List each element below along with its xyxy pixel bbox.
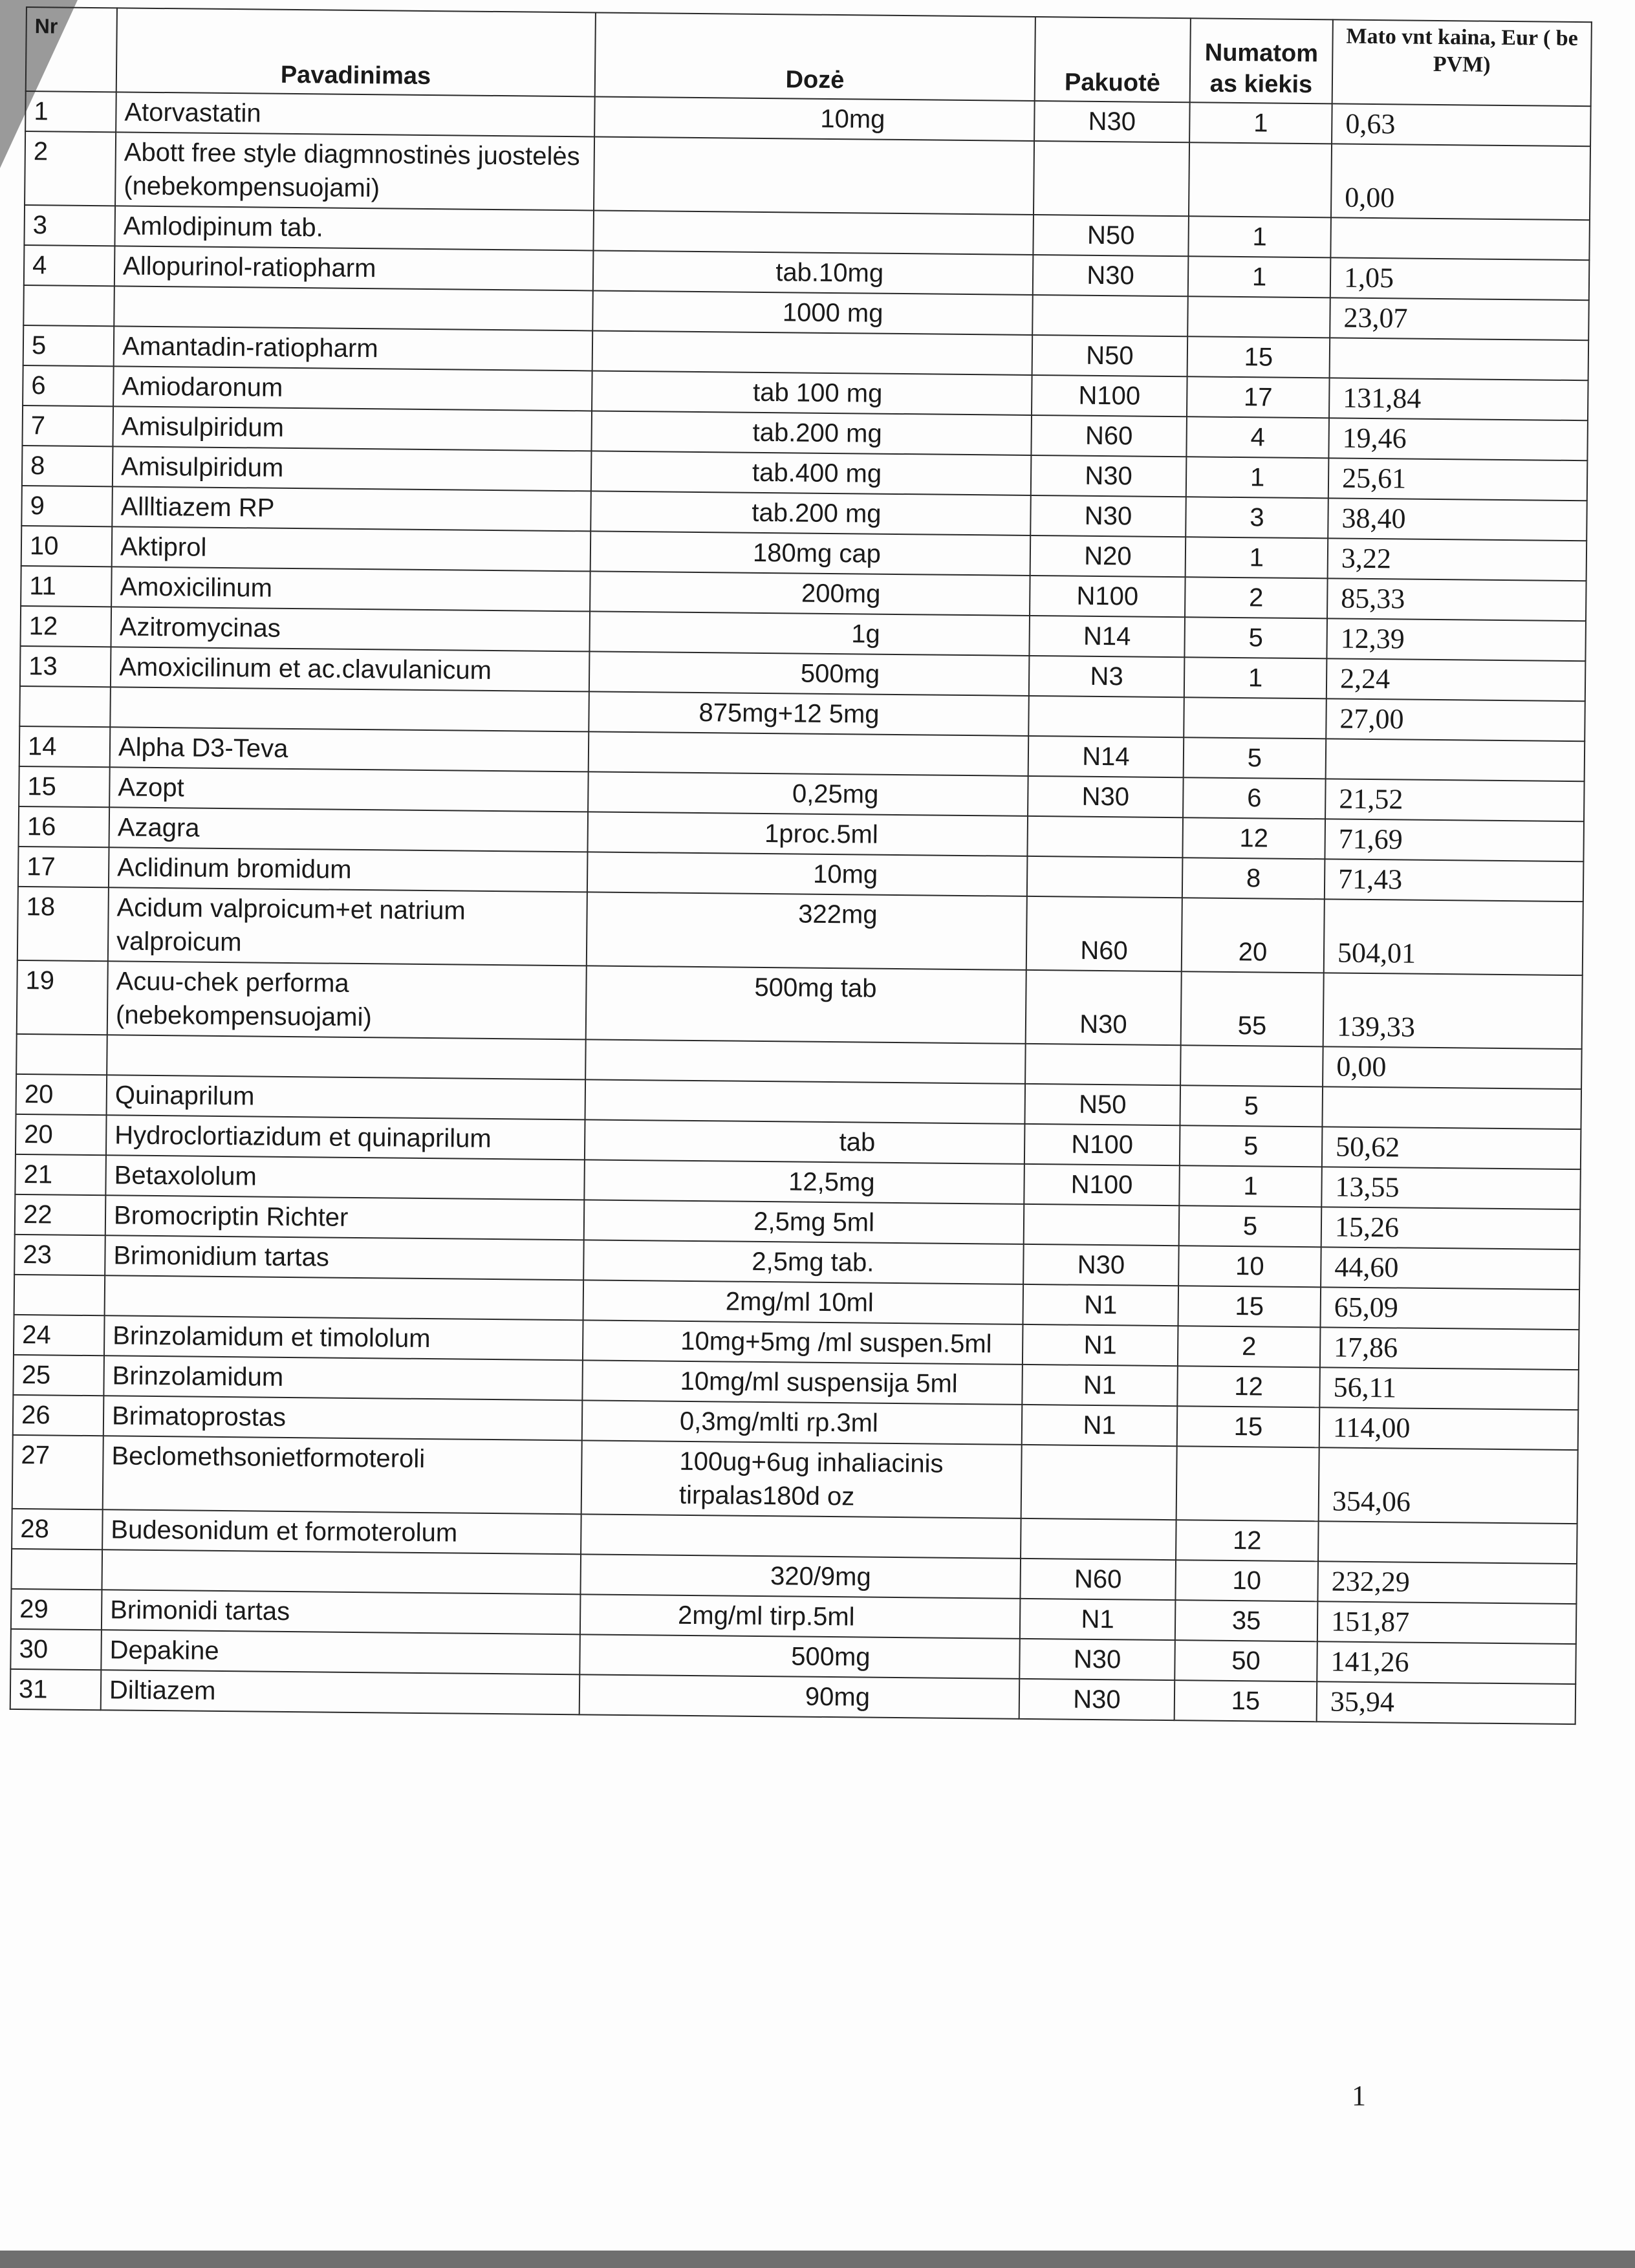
cell-drug-name: Atorvastatin bbox=[116, 92, 595, 136]
cell-unit-price: 21,52 bbox=[1325, 779, 1585, 821]
cell-package: N50 bbox=[1033, 215, 1189, 256]
cell-quantity: 12 bbox=[1182, 817, 1325, 859]
cell-quantity: 4 bbox=[1186, 416, 1329, 458]
cell-package: N100 bbox=[1030, 576, 1186, 617]
cell-dose: 10mg/ml suspensija 5ml bbox=[582, 1360, 1023, 1405]
cell-package bbox=[1027, 856, 1183, 898]
cell-quantity: 12 bbox=[1177, 1366, 1320, 1407]
cell-package: N60 bbox=[1020, 1559, 1176, 1600]
cell-row-number: 18 bbox=[17, 887, 109, 961]
cell-package: N30 bbox=[1030, 495, 1186, 537]
cell-row-number: 6 bbox=[23, 365, 114, 406]
medication-price-table bbox=[10, 6, 1592, 1725]
cell-unit-price: 23,07 bbox=[1330, 297, 1589, 340]
cell-drug-name: Azitromycinas bbox=[111, 607, 590, 651]
cell-dose: 100ug+6ug inhaliacinis tirpalas180d oz bbox=[581, 1440, 1022, 1518]
cell-dose: tab 100 mg bbox=[592, 371, 1032, 415]
cell-dose: tab.200 mg bbox=[590, 491, 1031, 535]
cell-package: N30 bbox=[1026, 970, 1182, 1045]
cell-unit-price: 114,00 bbox=[1319, 1407, 1579, 1450]
cell-row-number: 11 bbox=[21, 566, 112, 607]
cell-quantity: 55 bbox=[1181, 971, 1324, 1046]
cell-row-number bbox=[12, 1549, 103, 1590]
cell-dose bbox=[592, 330, 1033, 375]
cell-drug-name: Amisulpiridum bbox=[113, 406, 592, 451]
cell-drug-name: Betaxololum bbox=[105, 1155, 585, 1200]
cell-unit-price: 232,29 bbox=[1317, 1561, 1577, 1604]
cell-quantity: 2 bbox=[1185, 577, 1328, 618]
cell-quantity bbox=[1187, 296, 1330, 338]
cell-dose: tab.200 mg bbox=[591, 411, 1032, 455]
cell-unit-price bbox=[1322, 1086, 1581, 1129]
cell-unit-price: 151,87 bbox=[1317, 1601, 1577, 1644]
cell-package: N60 bbox=[1031, 415, 1187, 457]
header-pack: Pakuotė bbox=[1035, 17, 1191, 102]
cell-drug-name: Allopurinol-ratiopharm bbox=[114, 246, 594, 290]
cell-drug-name: Azagra bbox=[109, 807, 589, 852]
cell-dose: 2mg/ml tirp.5ml bbox=[580, 1594, 1021, 1639]
header-name: Pavadinimas bbox=[116, 8, 596, 96]
cell-drug-name: Azopt bbox=[109, 767, 589, 812]
cell-unit-price bbox=[1330, 217, 1590, 260]
cell-row-number: 1 bbox=[25, 91, 116, 132]
cell-drug-name: Amoxicilinum et ac.clavulanicum bbox=[111, 647, 590, 691]
cell-drug-name: Quinaprilum bbox=[107, 1075, 586, 1119]
cell-row-number: 2 bbox=[25, 131, 116, 206]
cell-package: N1 bbox=[1022, 1405, 1178, 1446]
cell-package: N14 bbox=[1028, 736, 1184, 777]
cell-dose: 10mg bbox=[587, 852, 1028, 896]
cell-package: N100 bbox=[1024, 1124, 1180, 1165]
cell-drug-name bbox=[107, 1035, 586, 1079]
cell-drug-name: Brimonidi tartas bbox=[102, 1590, 581, 1634]
cell-unit-price: 56,11 bbox=[1319, 1367, 1579, 1410]
cell-unit-price bbox=[1326, 739, 1585, 781]
cell-drug-name: Hydroclortiazidum et quinaprilum bbox=[106, 1115, 585, 1160]
cell-unit-price: 85,33 bbox=[1327, 578, 1586, 621]
cell-unit-price: 38,40 bbox=[1328, 498, 1587, 541]
cell-dose: 322mg bbox=[587, 892, 1027, 970]
cell-row-number: 14 bbox=[19, 726, 111, 767]
cell-package: N30 bbox=[1019, 1679, 1175, 1720]
cell-dose: 320/9mg bbox=[580, 1554, 1021, 1599]
cell-row-number bbox=[19, 686, 111, 727]
cell-unit-price: 0,63 bbox=[1332, 103, 1591, 146]
cell-unit-price: 35,94 bbox=[1317, 1681, 1576, 1724]
cell-dose: 200mg bbox=[590, 571, 1030, 616]
cell-package bbox=[1028, 696, 1184, 737]
cell-row-number: 29 bbox=[11, 1589, 102, 1630]
cell-quantity: 5 bbox=[1184, 737, 1326, 779]
cell-dose bbox=[585, 1039, 1026, 1084]
cell-package bbox=[1024, 1204, 1180, 1246]
cell-unit-price: 2,24 bbox=[1326, 658, 1586, 701]
cell-quantity: 5 bbox=[1180, 1085, 1323, 1127]
cell-quantity: 20 bbox=[1182, 898, 1325, 973]
cell-row-number: 31 bbox=[10, 1669, 102, 1710]
cell-package: N1 bbox=[1023, 1324, 1178, 1366]
cell-drug-name: Diltiazem bbox=[101, 1670, 580, 1714]
cell-row-number: 5 bbox=[23, 325, 114, 366]
cell-quantity: 1 bbox=[1186, 457, 1329, 498]
table-header-row bbox=[26, 7, 1592, 106]
cell-unit-price: 44,60 bbox=[1321, 1247, 1580, 1290]
cell-dose: 12,5mg bbox=[584, 1160, 1024, 1204]
cell-unit-price: 71,69 bbox=[1325, 819, 1584, 861]
cell-row-number bbox=[23, 285, 114, 326]
cell-dose: 1000 mg bbox=[592, 290, 1033, 335]
cell-quantity: 5 bbox=[1184, 617, 1327, 658]
cell-quantity: 1 bbox=[1179, 1165, 1322, 1207]
cell-row-number: 23 bbox=[14, 1235, 105, 1275]
cell-drug-name: Amantadin-ratiopharm bbox=[114, 326, 593, 371]
cell-quantity bbox=[1184, 697, 1326, 739]
page-number: 1 bbox=[1352, 2080, 1366, 2111]
cell-row-number: 24 bbox=[14, 1315, 105, 1355]
cell-dose: 90mg bbox=[579, 1674, 1020, 1719]
cell-unit-price: 12,39 bbox=[1326, 618, 1586, 661]
cell-unit-price: 354,06 bbox=[1319, 1447, 1578, 1524]
cell-package: N1 bbox=[1020, 1599, 1176, 1640]
cell-row-number: 28 bbox=[12, 1509, 103, 1550]
cell-unit-price: 71,43 bbox=[1325, 859, 1584, 902]
cell-quantity: 5 bbox=[1180, 1125, 1323, 1167]
cell-row-number: 15 bbox=[19, 766, 110, 807]
cell-quantity: 6 bbox=[1183, 777, 1326, 819]
cell-quantity: 50 bbox=[1175, 1640, 1317, 1681]
cell-drug-name: Budesonidum et formoterolum bbox=[102, 1509, 581, 1554]
cell-dose: tab.400 mg bbox=[591, 451, 1032, 495]
cell-dose: tab bbox=[585, 1119, 1025, 1164]
cell-drug-name: Brimonidium tartas bbox=[105, 1235, 584, 1280]
cell-drug-name: Acidum valproicum+et natrium valproicum bbox=[108, 887, 587, 966]
cell-dose: 0,25mg bbox=[588, 772, 1028, 816]
cell-row-number: 25 bbox=[13, 1355, 104, 1396]
cell-package bbox=[1032, 295, 1188, 336]
cell-row-number: 12 bbox=[21, 606, 112, 647]
cell-package: N30 bbox=[1031, 455, 1187, 497]
cell-dose: 10mg+5mg /ml suspen.5ml bbox=[583, 1320, 1023, 1365]
cell-dose: 500mg tab bbox=[586, 966, 1026, 1044]
cell-quantity: 1 bbox=[1188, 216, 1331, 257]
cell-drug-name: Amisulpiridum bbox=[113, 446, 592, 491]
cell-row-number: 20 bbox=[16, 1114, 107, 1155]
cell-drug-name: Aclidinum bromidum bbox=[109, 847, 588, 892]
cell-row-number: 20 bbox=[16, 1074, 107, 1115]
cell-dose: 2,5mg 5ml bbox=[584, 1200, 1024, 1244]
cell-row-number: 26 bbox=[13, 1395, 104, 1436]
cell-quantity bbox=[1180, 1045, 1323, 1086]
cell-unit-price: 0,00 bbox=[1323, 1046, 1582, 1089]
cell-drug-name: Alpha D3-Teva bbox=[110, 727, 589, 772]
cell-unit-price: 131,84 bbox=[1329, 378, 1588, 420]
cell-dose: 500mg bbox=[589, 651, 1030, 696]
cell-unit-price: 0,00 bbox=[1331, 144, 1590, 220]
cell-drug-name: Allltiazem RP bbox=[112, 486, 591, 531]
cell-unit-price: 13,55 bbox=[1321, 1167, 1581, 1209]
cell-quantity: 35 bbox=[1175, 1600, 1318, 1641]
cell-quantity: 10 bbox=[1178, 1246, 1321, 1287]
cell-drug-name: Brinzolamidum bbox=[103, 1355, 583, 1400]
cell-unit-price: 141,26 bbox=[1317, 1641, 1576, 1684]
cell-dose: 1g bbox=[589, 611, 1030, 656]
cell-row-number: 3 bbox=[24, 205, 115, 246]
cell-row-number: 16 bbox=[19, 806, 110, 847]
cell-dose: tab.10mg bbox=[593, 250, 1034, 295]
cell-package: N30 bbox=[1019, 1639, 1175, 1680]
cell-quantity: 15 bbox=[1178, 1286, 1321, 1327]
cell-dose bbox=[594, 136, 1034, 215]
cell-unit-price: 1,05 bbox=[1330, 257, 1590, 300]
header-dose: Dozė bbox=[595, 12, 1035, 101]
cell-quantity: 1 bbox=[1186, 537, 1328, 578]
cell-drug-name: Acuu-chek performa (nebekompensuojami) bbox=[107, 961, 587, 1039]
cell-package: N50 bbox=[1024, 1084, 1180, 1125]
cell-unit-price: 15,26 bbox=[1321, 1207, 1581, 1249]
cell-drug-name: Aktiprol bbox=[112, 526, 591, 571]
cell-unit-price: 139,33 bbox=[1323, 973, 1583, 1049]
cell-dose bbox=[581, 1514, 1021, 1559]
cell-quantity: 5 bbox=[1179, 1205, 1322, 1247]
cell-row-number: 21 bbox=[15, 1154, 106, 1195]
cell-row-number: 7 bbox=[22, 405, 113, 446]
cell-row-number: 9 bbox=[21, 486, 113, 526]
cell-dose: 0,3mg/mlti rp.3ml bbox=[582, 1400, 1023, 1445]
cell-drug-name: Depakine bbox=[101, 1630, 580, 1674]
table-body bbox=[10, 91, 1591, 1724]
cell-row-number: 10 bbox=[21, 526, 113, 567]
cell-quantity bbox=[1189, 142, 1332, 217]
cell-package: N30 bbox=[1033, 255, 1189, 296]
cell-drug-name bbox=[102, 1550, 581, 1594]
cell-drug-name: Amlodipinum tab. bbox=[114, 206, 594, 250]
cell-dose: 500mg bbox=[579, 1634, 1020, 1679]
header-price: Mato vnt kaina, Eur ( be PVM) bbox=[1332, 19, 1592, 106]
cell-drug-name: Beclomethsonietformoteroli bbox=[103, 1436, 582, 1514]
cell-dose bbox=[585, 1079, 1026, 1124]
cell-quantity: 10 bbox=[1175, 1560, 1318, 1601]
cell-package: N3 bbox=[1029, 656, 1185, 697]
cell-package: N50 bbox=[1032, 335, 1188, 376]
cell-row-number bbox=[14, 1275, 105, 1315]
cell-quantity: 17 bbox=[1187, 376, 1330, 418]
cell-quantity: 1 bbox=[1189, 102, 1332, 144]
cell-drug-name bbox=[114, 286, 593, 330]
cell-quantity: 15 bbox=[1175, 1680, 1317, 1722]
cell-row-number: 19 bbox=[17, 960, 108, 1035]
cell-package bbox=[1025, 1044, 1181, 1085]
cell-dose: 875mg+12 5mg bbox=[589, 691, 1029, 736]
cell-package: N30 bbox=[1034, 101, 1190, 142]
cell-dose: 2mg/ml 10ml bbox=[583, 1280, 1024, 1324]
cell-row-number bbox=[16, 1034, 107, 1075]
cell-unit-price bbox=[1330, 338, 1589, 380]
cell-quantity: 15 bbox=[1187, 336, 1330, 378]
cell-quantity bbox=[1176, 1446, 1319, 1521]
cell-package bbox=[1021, 1445, 1177, 1520]
cell-unit-price: 17,86 bbox=[1320, 1327, 1579, 1370]
cell-quantity: 12 bbox=[1176, 1520, 1319, 1561]
cell-dose: 180mg cap bbox=[590, 531, 1031, 576]
cell-unit-price: 25,61 bbox=[1328, 458, 1588, 501]
cell-unit-price: 65,09 bbox=[1320, 1287, 1579, 1330]
cell-package: N1 bbox=[1022, 1365, 1178, 1406]
cell-package bbox=[1027, 816, 1183, 858]
cell-quantity: 1 bbox=[1188, 256, 1331, 297]
medication-table-sheet bbox=[10, 6, 1591, 1725]
cell-quantity: 2 bbox=[1178, 1326, 1321, 1367]
cell-row-number: 17 bbox=[18, 847, 109, 887]
cell-dose: 10mg bbox=[594, 96, 1035, 141]
cell-row-number: 8 bbox=[22, 446, 113, 486]
cell-drug-name: Bromocriptin Richter bbox=[105, 1195, 585, 1240]
cell-row-number: 27 bbox=[12, 1435, 103, 1509]
cell-drug-name: Amiodaronum bbox=[113, 366, 592, 411]
cell-package: N30 bbox=[1023, 1244, 1179, 1286]
cell-package: N14 bbox=[1029, 616, 1185, 657]
cell-quantity: 15 bbox=[1177, 1406, 1320, 1447]
cell-drug-name bbox=[105, 1275, 584, 1320]
cell-package: N100 bbox=[1024, 1164, 1180, 1205]
cell-package: N1 bbox=[1023, 1284, 1179, 1326]
cell-dose bbox=[589, 731, 1029, 776]
cell-unit-price: 3,22 bbox=[1328, 538, 1587, 581]
cell-quantity: 1 bbox=[1184, 657, 1327, 698]
cell-drug-name: Brinzolamidum et timololum bbox=[104, 1315, 583, 1360]
cell-dose: 1proc.5ml bbox=[587, 812, 1028, 856]
cell-package: N20 bbox=[1030, 535, 1186, 577]
cell-unit-price: 50,62 bbox=[1322, 1127, 1581, 1169]
cell-drug-name: Abott free style diagmnostinės juostelės (nebekompensuojami) bbox=[115, 132, 594, 210]
cell-dose: 2,5mg tab. bbox=[583, 1240, 1024, 1284]
cell-unit-price: 19,46 bbox=[1328, 418, 1588, 460]
header-qty: Numatom as kiekis bbox=[1190, 18, 1333, 103]
cell-package: N30 bbox=[1028, 776, 1184, 817]
scan-bottom-edge bbox=[0, 2251, 1635, 2268]
cell-drug-name bbox=[110, 687, 589, 731]
cell-drug-name: Brimatoprostas bbox=[103, 1396, 583, 1440]
cell-unit-price: 27,00 bbox=[1326, 698, 1585, 741]
cell-unit-price bbox=[1318, 1521, 1577, 1564]
cell-row-number: 30 bbox=[10, 1629, 102, 1670]
cell-dose bbox=[593, 210, 1034, 255]
cell-package: N60 bbox=[1026, 896, 1182, 971]
cell-drug-name: Amoxicilinum bbox=[111, 567, 590, 611]
cell-quantity: 3 bbox=[1186, 497, 1328, 538]
cell-package bbox=[1034, 141, 1189, 216]
cell-package bbox=[1021, 1518, 1176, 1560]
cell-row-number: 22 bbox=[15, 1194, 106, 1235]
cell-row-number: 13 bbox=[20, 646, 111, 687]
header-nr: Nr bbox=[26, 7, 117, 92]
cell-row-number: 4 bbox=[24, 245, 115, 286]
cell-unit-price: 504,01 bbox=[1324, 899, 1583, 975]
cell-package: N100 bbox=[1032, 375, 1187, 416]
cell-quantity: 8 bbox=[1182, 858, 1325, 899]
